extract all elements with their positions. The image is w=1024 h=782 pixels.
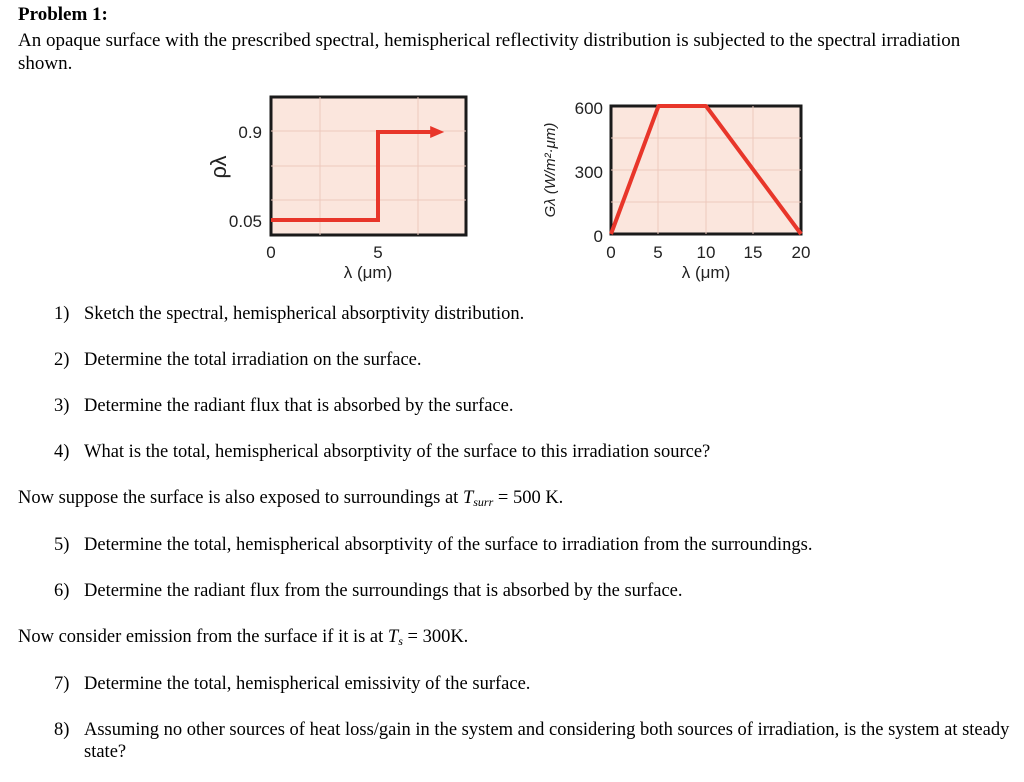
question-1: [54, 303, 1014, 325]
xtick-3: 0: [606, 243, 616, 262]
question-2-text: Determine the total irradiation on the surface.: [84, 350, 422, 370]
paragraph-emission: [18, 627, 468, 649]
xtick-6: 15: [743, 243, 763, 262]
emit-after: = 300K.: [402, 627, 469, 647]
question-5: [54, 534, 1014, 556]
problem-intro: An opaque surface with the prescribed spectral, hemispherical reflectivity distribution is subjected to the spectral irradiation shown.: [18, 30, 961, 74]
xtick-4: 5: [653, 243, 663, 262]
question-2: [54, 349, 1014, 371]
question-6: [54, 580, 1014, 602]
figure: [0, 80, 1024, 300]
chart-irradiation: [542, 99, 810, 282]
ytick-1: 0.9: [238, 123, 262, 142]
ytick-4: 300: [574, 163, 603, 182]
paragraph-surroundings: [18, 488, 563, 510]
question-3-text: Determine the radiant flux that is absorbed by the surface.: [84, 396, 514, 416]
question-8-num: 8): [54, 720, 70, 740]
question-7: [54, 673, 1014, 695]
ylabel-1: ρλ: [206, 155, 231, 179]
question-8: [54, 719, 1014, 763]
question-4-text: What is the total, hemispherical absorptivity of the surface to this irradiation source?: [84, 442, 711, 462]
question-6-text: Determine the radiant flux from the surroundings that is absorbed by the surface.: [84, 581, 683, 601]
problem-title: Problem 1:: [18, 4, 108, 25]
question-5-num: 5): [54, 535, 70, 555]
question-8-text: Assuming no other sources of heat loss/gain in the system and considering both sources of irradiation, is the system at steady state?: [84, 720, 1010, 762]
question-7-text: Determine the total, hemispherical emissivity of the surface.: [84, 674, 531, 694]
xlabel-2: λ (μm): [681, 263, 731, 282]
xlabel-1: λ (μm): [343, 263, 393, 282]
question-1-text: Sketch the spectral, hemispherical absorptivity distribution.: [84, 304, 525, 324]
question-2-num: 2): [54, 350, 70, 370]
emit-symbol: T: [387, 627, 399, 647]
emit-before: Now consider emission from the surface if it is at: [18, 627, 388, 647]
question-4: [54, 441, 1014, 463]
xtick-7: 20: [791, 243, 811, 262]
ytick-5: 0: [593, 227, 603, 246]
ylabel-2: Gλ (W/m²·μm): [542, 122, 559, 218]
emit-subscript: s: [398, 634, 403, 648]
question-7-num: 7): [54, 674, 70, 694]
xtick-2: 5: [373, 243, 383, 262]
question-3: [54, 395, 1014, 417]
surr-subscript: surr: [473, 495, 494, 509]
question-5-text: Determine the total, hemispherical absorptivity of the surface to irradiation from the surroundings.: [84, 535, 813, 555]
question-6-num: 6): [54, 581, 70, 601]
surr-before: Now suppose the surface is also exposed to surroundings at: [18, 488, 463, 508]
surr-symbol: T: [462, 488, 474, 508]
ytick-2: 0.05: [228, 212, 262, 231]
question-4-num: 4): [54, 442, 70, 462]
ytick-3: 600: [574, 99, 603, 118]
xtick-5: 10: [696, 243, 716, 262]
chart-reflectivity: [206, 97, 466, 282]
question-1-num: 1): [54, 304, 70, 324]
surr-after: = 500 K.: [493, 488, 564, 508]
question-3-num: 3): [54, 396, 70, 416]
xtick-1: 0: [266, 243, 276, 262]
